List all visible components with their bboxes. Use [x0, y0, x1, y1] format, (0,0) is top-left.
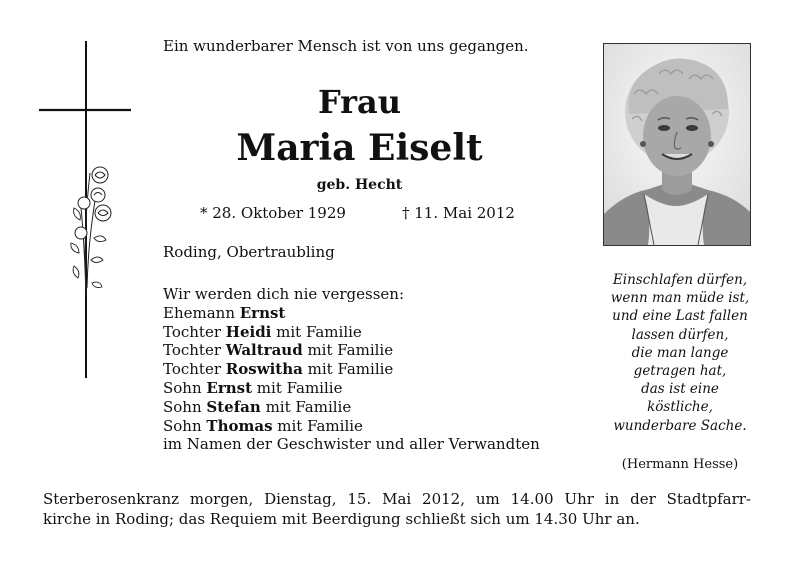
- family-line: Sohn Stefan mit Familie: [163, 397, 352, 416]
- quote-line: getragen hat,: [633, 362, 727, 379]
- place-of-residence: Roding, Obertraubling: [163, 243, 335, 261]
- intro-text: Ein wunderbarer Mensch ist von uns gegangen.: [163, 37, 529, 55]
- quote-line: köstliche,: [647, 399, 713, 416]
- quote-line: lassen dürfen,: [631, 326, 729, 343]
- quote-line: und eine Last fallen: [612, 308, 748, 325]
- family-line: Tochter Roswitha mit Familie: [163, 360, 394, 379]
- quote-line: das ist eine: [641, 381, 719, 398]
- title-salutation: Frau: [317, 83, 401, 121]
- poem-quote: [600, 271, 760, 435]
- maiden-name: geb. Hecht: [316, 177, 403, 193]
- deceased-name: Maria Eiselt: [236, 127, 483, 169]
- family-line: Ehemann Ernst: [163, 303, 286, 322]
- announcement-line: Sterberosenkranz morgen, Dienstag, 15. Mai 2012, um 14.00 Uhr in der Stadtpfarr-: [43, 490, 751, 508]
- family-line: Wir werden dich nie vergessen:: [163, 285, 405, 303]
- family-line: Sohn Thomas mit Familie: [163, 416, 363, 435]
- announcement-line: kirche in Roding; das Requiem mit Beerdigung schließt sich um 14.30 Uhr an.: [43, 509, 640, 528]
- family-line: Tochter Heidi mit Familie: [163, 322, 362, 341]
- family-line: im Namen der Geschwister und aller Verwandten: [163, 435, 540, 454]
- quote-line: wunderbare Sache.: [613, 417, 747, 434]
- quote-line: die man lange: [631, 344, 729, 361]
- quote-line: wenn man müde ist,: [610, 290, 750, 307]
- cross-with-roses-icon: [34, 38, 134, 383]
- portrait-photo: [603, 43, 751, 246]
- service-announcement: [43, 490, 751, 529]
- family-line: Tochter Waltraud mit Familie: [163, 341, 394, 360]
- quote-author: (Hermann Hesse): [621, 457, 739, 472]
- family-line: Sohn Ernst mit Familie: [163, 378, 343, 397]
- portrait-image: [604, 44, 750, 245]
- family-list: [163, 285, 540, 454]
- quote-line: Einschlafen dürfen,: [612, 272, 748, 288]
- death-date: † 11. Mai 2012: [402, 204, 515, 222]
- birth-date: * 28. Oktober 1929: [200, 204, 346, 222]
